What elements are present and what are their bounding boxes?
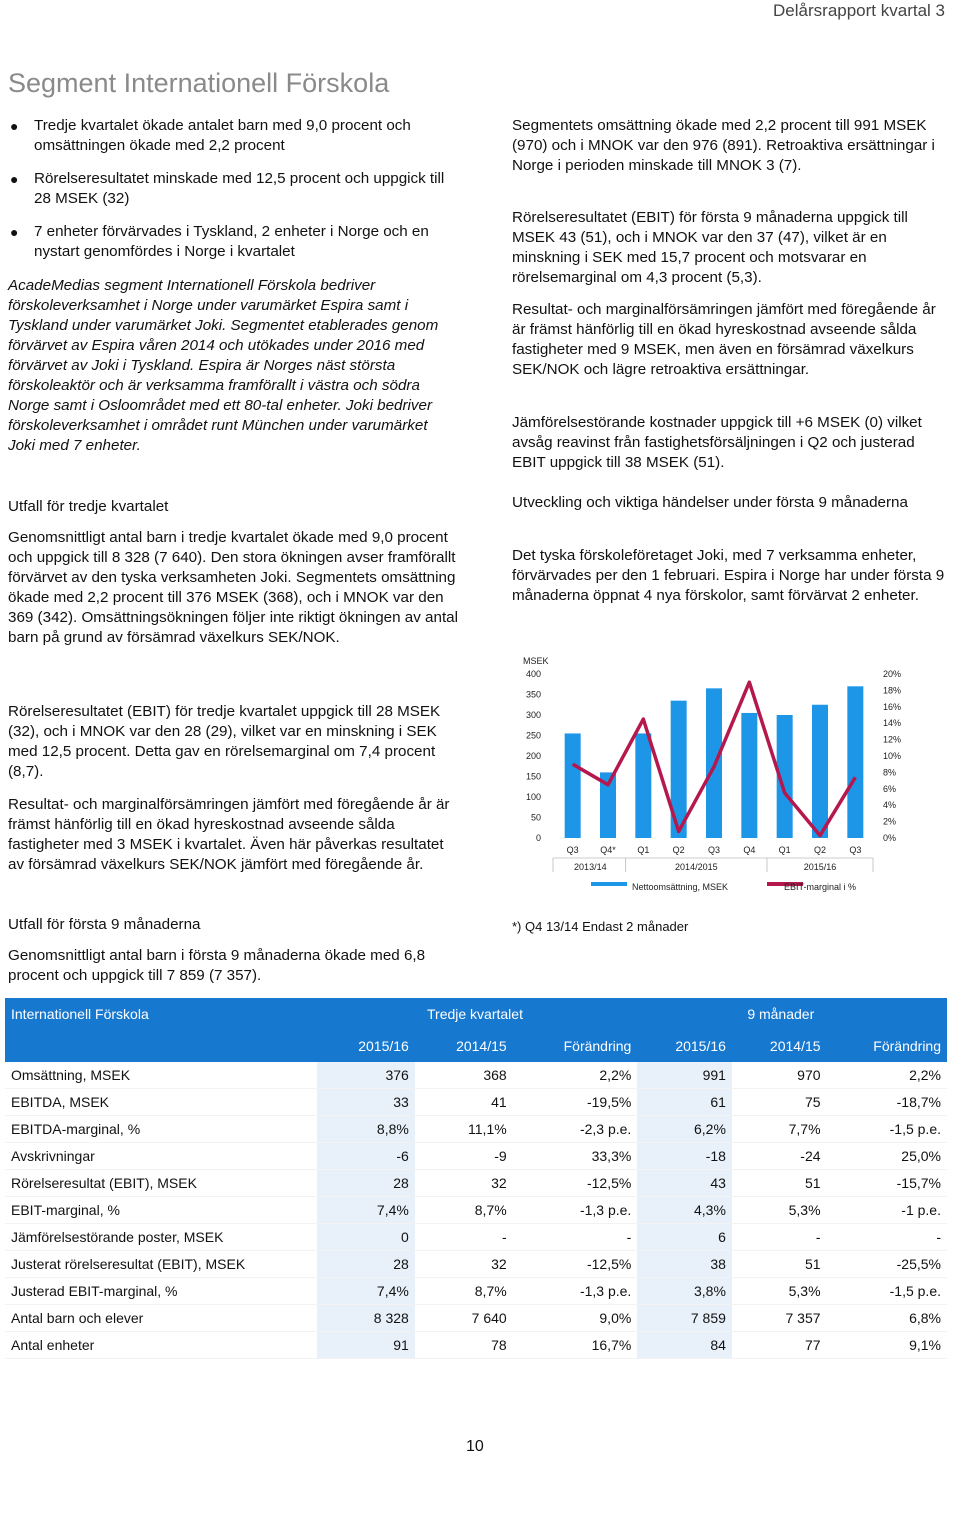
table-cell: 7 640 <box>415 1305 513 1332</box>
table-cell: -18 <box>637 1143 732 1170</box>
x-tick-label: Q2 <box>672 845 685 855</box>
y2-tick-label: 4% <box>883 800 897 811</box>
group-q3-label: Tredje kvartalet <box>317 998 637 1030</box>
table-cell: 41 <box>415 1089 513 1116</box>
table-row <box>5 1332 947 1359</box>
table-cell: 2,2% <box>513 1062 638 1089</box>
x-tick-label: Q3 <box>849 845 862 855</box>
table-cell: 6,8% <box>827 1305 947 1332</box>
group-9m-label: 9 månader <box>637 998 947 1030</box>
table-cell: 7,7% <box>732 1116 827 1143</box>
table-cell: 7 357 <box>732 1305 827 1332</box>
table-row <box>5 1143 947 1170</box>
table-cell: 0 <box>317 1224 415 1251</box>
right-paragraph-1: Segmentets omsättning ökade med 2,2 procent till 991 MSEK (970) och i MNOK var den 976 (891). Retroaktiva ersättningar i Norge i perioden minskade till MNOK 3 (7). <box>512 117 935 174</box>
row-label: Justerad EBIT-marginal, % <box>5 1278 317 1305</box>
table-cell: 33 <box>317 1089 415 1116</box>
x-group-label: 2015/16 <box>803 862 837 872</box>
table-cell: - <box>513 1224 638 1251</box>
table-cell: 32 <box>415 1170 513 1197</box>
table-row <box>5 1251 947 1278</box>
table-cell: -1,5 p.e. <box>827 1278 947 1305</box>
y2-tick-label: 16% <box>883 701 902 712</box>
table-cell: 28 <box>317 1251 415 1278</box>
table-cell: 38 <box>637 1251 732 1278</box>
m9-paragraph-1: Genomsnittligt antal barn i första 9 månaderna ökade med 6,8 procent och uppgick till 7 859 (7 357). <box>8 947 426 984</box>
row-label: Justerat rörelseresultat (EBIT), MSEK <box>5 1251 317 1278</box>
table-cell: 77 <box>732 1332 827 1359</box>
table-body <box>5 1062 947 1359</box>
row-label: Rörelseresultat (EBIT), MSEK <box>5 1170 317 1197</box>
table-cell: -9 <box>415 1143 513 1170</box>
table-cell: 32 <box>415 1251 513 1278</box>
table-cell: -1,5 p.e. <box>827 1116 947 1143</box>
y2-tick-label: 20% <box>883 669 902 679</box>
table-cell: 11,1% <box>415 1116 513 1143</box>
table-cell: -6 <box>317 1143 415 1170</box>
table-cell: 4,3% <box>637 1197 732 1224</box>
y2-tick-label: 2% <box>883 816 897 827</box>
row-label: Avskrivningar <box>5 1143 317 1170</box>
table-header-columns <box>5 1030 947 1062</box>
column-header: 2014/15 <box>732 1030 827 1062</box>
table-cell: - <box>827 1224 947 1251</box>
column-header: 2014/15 <box>415 1030 513 1062</box>
table-cell: 3,8% <box>637 1278 732 1305</box>
column-header: 2015/16 <box>317 1030 415 1062</box>
column-header: Förändring <box>827 1030 947 1062</box>
x-group-label: 2013/14 <box>574 862 607 872</box>
y-tick-label: 400 <box>525 669 541 679</box>
bullet-dot-icon: ● <box>10 224 19 240</box>
table-cell: - <box>415 1224 513 1251</box>
table-cell: -24 <box>732 1143 827 1170</box>
page-title: Segment Internationell Förskola <box>8 68 390 98</box>
x-tick-label: Q1 <box>637 845 650 855</box>
table-cell: 2,2% <box>827 1062 947 1089</box>
table-row <box>5 1089 947 1116</box>
table-cell: 8 328 <box>317 1305 415 1332</box>
table-cell: 51 <box>732 1251 827 1278</box>
page-number: 10 <box>466 1438 484 1455</box>
table-cell: -1,3 p.e. <box>513 1278 638 1305</box>
row-label: Jämförelsestörande poster, MSEK <box>5 1224 317 1251</box>
row-label: Antal barn och elever <box>5 1305 317 1332</box>
revenue-bar <box>847 686 863 838</box>
legend-bar-label: Nettoomsättning, MSEK <box>632 882 729 892</box>
table-row <box>5 1170 947 1197</box>
table-cell: 7,4% <box>317 1197 415 1224</box>
table-cell: 8,8% <box>317 1116 415 1143</box>
right-paragraph-3: Resultat- och marginalförsämringen jämfört med föregående år är främst hänförlig till en ökad hyreskostnad avseende sålda fastigheter med 9 MSEK, men även en försämrad växelkurs SEK/NOK och lägre retroaktiva ersättningar. <box>512 301 936 378</box>
y-tick-label: 300 <box>525 710 541 720</box>
y2-tick-label: 14% <box>883 718 902 729</box>
y-tick-label: 150 <box>525 771 541 782</box>
table-cell: 991 <box>637 1062 732 1089</box>
q3-paragraph-3: Resultat- och marginalförsämringen jämfört med föregående år är främst hänförlig till en ökad hyreskostnad avseende sålda fastigheter med 3 MSEK i kvartalet. Även här påverkas resultatet av försämrad växelkurs SEK/NOK jämfört med föregående år. <box>8 796 450 873</box>
right-paragraph-4: Jämförelsestörande kostnader uppgick till +6 MSEK (0) vilket avsåg reavinst från fastighetsförsäljningen i Q2 och justerad EBIT uppgick till 38 MSEK (51). <box>512 414 922 471</box>
table-cell: 6 <box>637 1224 732 1251</box>
revenue-ebit-chart <box>505 650 945 900</box>
row-label: EBITDA-marginal, % <box>5 1116 317 1143</box>
row-label: Omsättning, MSEK <box>5 1062 317 1089</box>
bullet-dot-icon: ● <box>10 171 19 187</box>
table-row <box>5 1116 947 1143</box>
table-cell: 8,7% <box>415 1197 513 1224</box>
table-cell: 5,3% <box>732 1197 827 1224</box>
table-cell: 6,2% <box>637 1116 732 1143</box>
table-cell: 91 <box>317 1332 415 1359</box>
y2-tick-label: 0% <box>883 833 897 843</box>
events-paragraph: Det tyska förskoleföretaget Joki, med 7 verksamma enheter, förvärvades per den 1 februari. Espira i Norge har under första 9 månaderna öppnat 4 nya förskolor, samt förvärvat 2 enheter. <box>512 547 945 604</box>
table-cell: 9,1% <box>827 1332 947 1359</box>
intro-text: AcadeMedias segment Internationell Förskola bedriver förskoleverksamhet i Norge under varumärket Espira samt i Tyskland under varumärket Joki. Segmentet etablerades genom förvärvet av Espira våren 2014 och utökades under 2016 med förvärvet av Joki i Tyskland. Espira är Norges näst största förskoleaktör och är verksamma framförallt i västra och södra Norge samt i Osloområdet med ett 80-tal enheter. Joki bedriver förskoleverksamhet i området runt München under varumärket Joki med 7 enheter. <box>8 277 439 454</box>
table-cell: 5,3% <box>732 1278 827 1305</box>
x-tick-label: Q4 <box>743 845 756 855</box>
legend-bar-swatch <box>591 882 627 886</box>
table-cell: 28 <box>317 1170 415 1197</box>
report-header: Delårsrapport kvartal 3 <box>773 1 945 20</box>
table-row <box>5 1278 947 1305</box>
table-cell: -2,3 p.e. <box>513 1116 638 1143</box>
table-cell: 51 <box>732 1170 827 1197</box>
y-tick-label: 50 <box>530 812 541 823</box>
x-tick-label: Q1 <box>778 845 791 855</box>
row-label: EBIT-marginal, % <box>5 1197 317 1224</box>
table-row <box>5 1305 947 1332</box>
right-paragraph-2: Rörelseresultatet (EBIT) för första 9 månaderna uppgick till MSEK 43 (51), och i MNOK var den 37 (47), vilket är en minskning i SEK med 15,7 procent och motsvarar en rörelsemarginal om 4,3 procent (5,3). <box>512 209 908 286</box>
table-cell: 33,3% <box>513 1143 638 1170</box>
column-header: Förändring <box>513 1030 638 1062</box>
y2-tick-label: 10% <box>883 751 902 761</box>
y-axis-label: MSEK <box>523 656 549 666</box>
table-cell: 16,7% <box>513 1332 638 1359</box>
legend-line-label: EBIT-marginal i % <box>784 882 857 892</box>
revenue-bar <box>635 733 651 838</box>
y-tick-label: 250 <box>525 730 541 741</box>
summary-bullets <box>8 116 458 275</box>
table-cell: 43 <box>637 1170 732 1197</box>
revenue-bar <box>812 705 828 838</box>
table-cell: -19,5% <box>513 1089 638 1116</box>
table-row <box>5 1224 947 1251</box>
table-cell: 61 <box>637 1089 732 1116</box>
q3-heading: Utfall för tredje kvartalet <box>8 498 169 515</box>
events-heading: Utveckling och viktiga händelser under första 9 månaderna <box>512 494 908 511</box>
bullet-item: ● 7 enheter förvärvades i Tyskland, 2 enheter i Norge och en nystart genomfördes i Norge i kvartalet <box>10 223 429 260</box>
table-header-groups <box>5 998 947 1030</box>
x-tick-label: Q4* <box>600 845 616 855</box>
table-cell: -12,5% <box>513 1251 638 1278</box>
y-tick-label: 200 <box>525 751 541 761</box>
y-tick-label: 100 <box>525 792 541 802</box>
chart-footnote: *) Q4 13/14 Endast 2 månader <box>512 919 689 934</box>
table-cell: -12,5% <box>513 1170 638 1197</box>
q3-paragraph-2: Rörelseresultatet (EBIT) för tredje kvartalet uppgick till 28 MSEK (32), och i MNOK var den 28 (29), vilket var en minskning i SEK med 12,5 procent. Detta gav en rörelsemarginal om 7,4 procent (8,7). <box>8 703 441 780</box>
y2-tick-label: 8% <box>883 767 897 778</box>
column-header: 2015/16 <box>637 1030 732 1062</box>
table-cell: 7,4% <box>317 1278 415 1305</box>
table-cell: -1,3 p.e. <box>513 1197 638 1224</box>
y2-tick-label: 18% <box>883 685 902 696</box>
y-tick-label: 0 <box>535 833 541 843</box>
x-tick-label: Q3 <box>707 845 721 855</box>
table-cell: 9,0% <box>513 1305 638 1332</box>
table-cell: -1 p.e. <box>827 1197 947 1224</box>
table-cell: 25,0% <box>827 1143 947 1170</box>
table-cell: 376 <box>317 1062 415 1089</box>
table-cell: -25,5% <box>827 1251 947 1278</box>
table-cell: -15,7% <box>827 1170 947 1197</box>
table-title: Internationell Förskola <box>5 998 317 1030</box>
revenue-bar <box>741 713 757 838</box>
table-cell: 75 <box>732 1089 827 1116</box>
y2-tick-label: 6% <box>883 783 897 794</box>
y-tick-label: 350 <box>525 689 541 700</box>
table-row <box>5 1197 947 1224</box>
row-label: Antal enheter <box>5 1332 317 1359</box>
table-cell: - <box>732 1224 827 1251</box>
table-cell: 970 <box>732 1062 827 1089</box>
x-group-label: 2014/2015 <box>675 862 718 872</box>
table-cell: 8,7% <box>415 1278 513 1305</box>
bullet-dot-icon: ● <box>10 118 19 134</box>
bullet-item: ● Tredje kvartalet ökade antalet barn med 9,0 procent och omsättningen ökade med 2,2 procent <box>10 117 411 154</box>
revenue-bar <box>565 733 581 838</box>
x-tick-label: Q2 <box>813 845 827 855</box>
financial-table <box>5 998 947 1359</box>
bullet-item: ● Rörelseresultatet minskade med 12,5 procent och uppgick till 28 MSEK (32) <box>10 170 445 207</box>
m9-heading: Utfall för första 9 månaderna <box>8 916 201 933</box>
table-cell: 84 <box>637 1332 732 1359</box>
table-cell: -18,7% <box>827 1089 947 1116</box>
table-row <box>5 1062 947 1089</box>
y2-tick-label: 12% <box>883 734 902 745</box>
q3-paragraph-1: Genomsnittligt antal barn i tredje kvartalet ökade med 9,0 procent och uppgick till 8 328 (7 640). Den stora ökningen avser framförallt förvärvet av den tyska verksamheten Joki. Segmentets omsättning ökade med 2,2 procent till 376 MSEK (368), och i MNOK var den 369 (342). Omsättningsökningen följer inte riktigt ökningen av antal barn på grund av försämrad växelkurs SEK/NOK. <box>8 529 458 646</box>
x-tick-label: Q3 <box>566 845 579 855</box>
row-label: EBITDA, MSEK <box>5 1089 317 1116</box>
table-cell: 368 <box>415 1062 513 1089</box>
table-cell: 7 859 <box>637 1305 732 1332</box>
table-cell: 78 <box>415 1332 513 1359</box>
